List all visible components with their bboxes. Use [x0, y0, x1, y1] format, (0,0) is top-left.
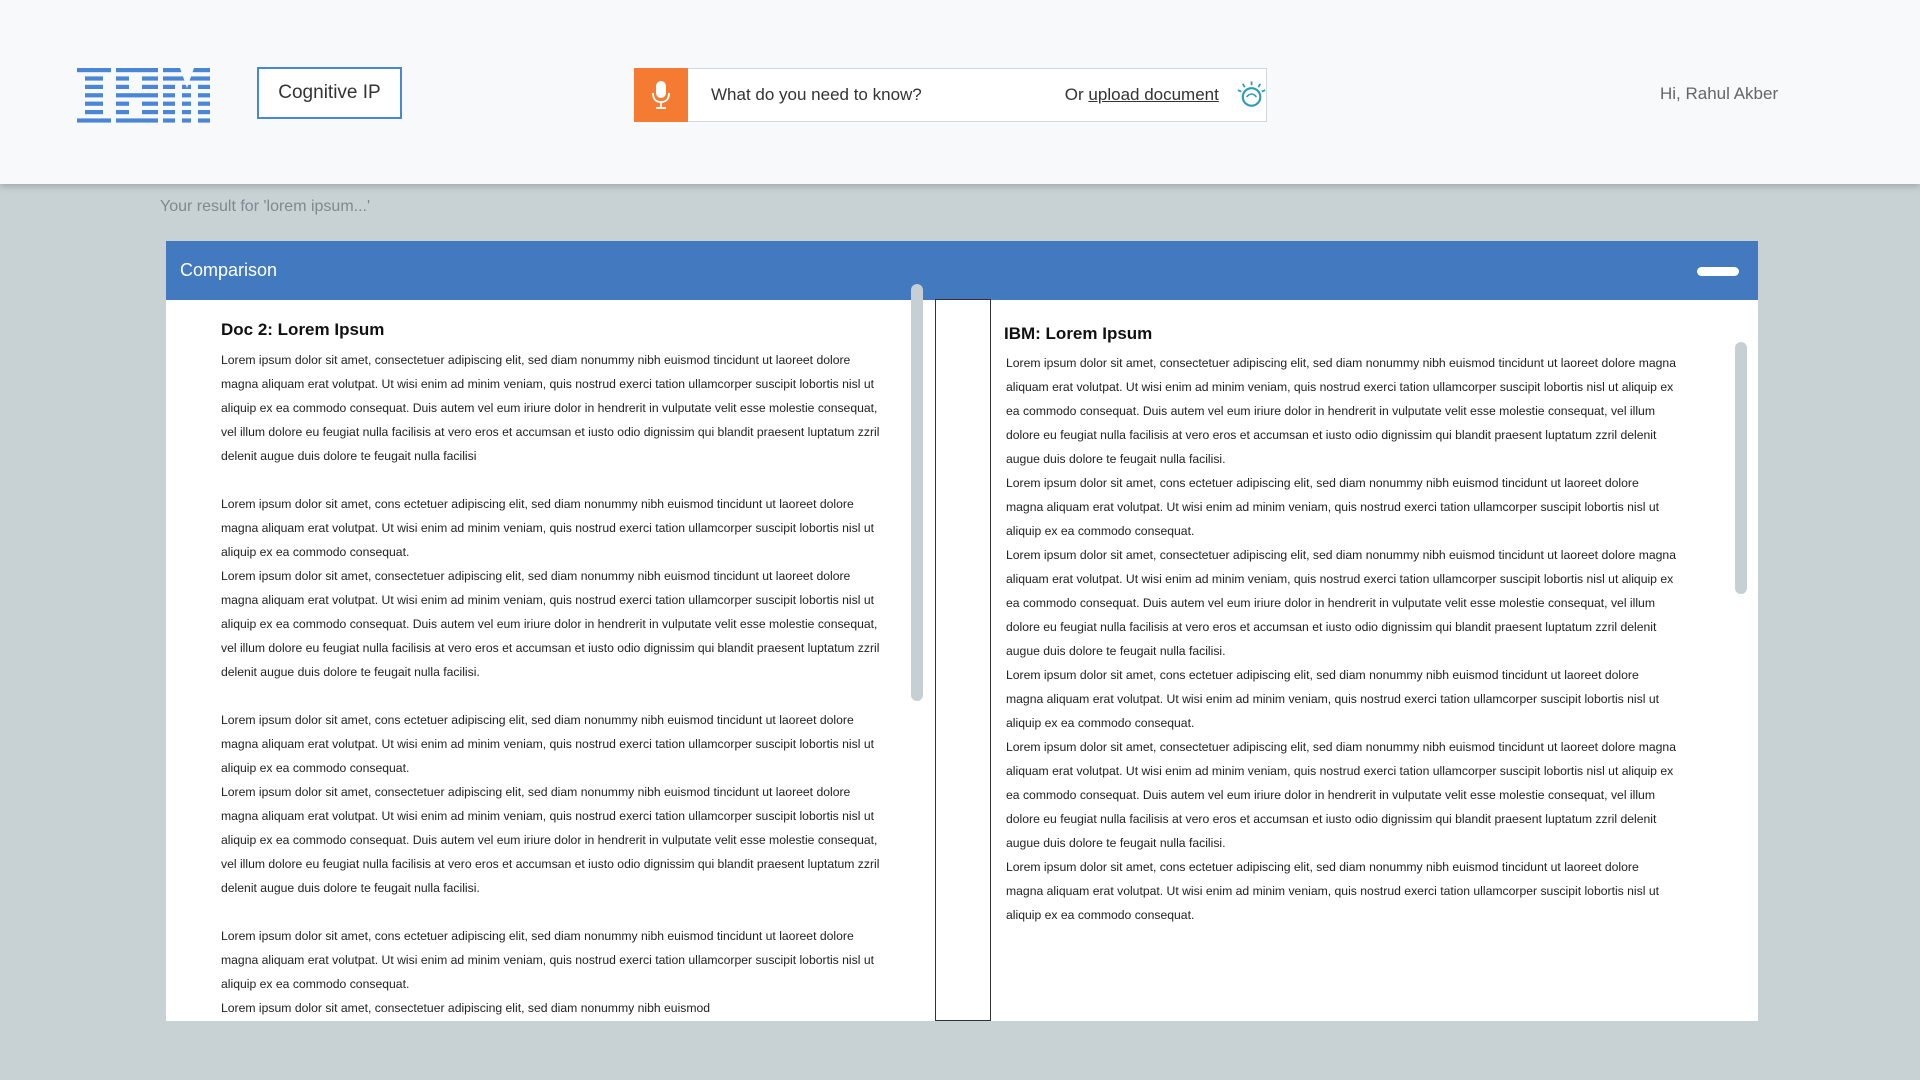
- right-scrollbar[interactable]: [1735, 342, 1747, 594]
- left-scrollbar[interactable]: [911, 284, 923, 701]
- left-doc-paragraph: Lorem ipsum dolor sit amet, consectetuer adipiscing elit, sed diam nonummy nibh euismod: [221, 1001, 711, 1015]
- center-divider[interactable]: [935, 299, 991, 1021]
- right-doc-paragraph: Lorem ipsum dolor sit amet, consectetuer adipiscing elit, sed diam nonummy nibh euismod tincidunt ut laoreet dolore magna aliquam erat volutpat. Ut wisi enim ad minim veniam, quis nostrud exerci tation ullamcorper suscipit lobortis nisl ut aliquip ex ea commodo consequat. Duis autem vel eum iriure dolor in hendrerit in vulputate velit esse molestie consequat, vel illum dolore eu feugiat nulla facilisis at vero eros et accumsan et iusto odio dignissim qui blandit praesent luptatum zzril delenit augue duis dolore te feugait nulla facilisi.: [1006, 740, 1676, 850]
- app-name-box[interactable]: [257, 67, 402, 119]
- right-doc-paragraph: Lorem ipsum dolor sit amet, consectetuer adipiscing elit, sed diam nonummy nibh euismod tincidunt ut laoreet dolore magna aliquam erat volutpat. Ut wisi enim ad minim veniam, quis nostrud exerci tation ullamcorper suscipit lobortis nisl ut aliquip ex ea commodo consequat. Duis autem vel eum iriure dolor in hendrerit in vulputate velit esse molestie consequat, vel illum dolore eu feugiat nulla facilisis at vero eros et accumsan et iusto odio dignissim qui blandit praesent luptatum zzril delenit augue duis dolore te feugait nulla facilisi.: [1006, 548, 1676, 658]
- left-doc-paragraph: Lorem ipsum dolor sit amet, consectetuer adipiscing elit, sed diam nonummy nibh euismod tincidunt ut laoreet dolore magna aliquam erat volutpat. Ut wisi enim ad minim veniam, quis nostrud exerci tation ullamcorper suscipit lobortis nisl ut aliquip ex ea commodo consequat. Duis autem vel eum iriure dolor in hendrerit in vulputate velit esse molestie consequat, vel illum dolore eu feugiat nulla facilisis at vero eros et accumsan et iusto odio dignissim qui blandit praesent luptatum zzril delenit augue duis dolore te feugait nulla facilisi: [221, 353, 880, 463]
- left-document-column: [166, 300, 936, 1021]
- left-doc-paragraph: Lorem ipsum dolor sit amet, cons ectetuer adipiscing elit, sed diam nonummy nibh euismod tincidunt ut laoreet dolore magna aliquam erat volutpat. Ut wisi enim ad minim veniam, quis nostrud exerci tation ullamcorper suscipit lobortis nisl ut aliquip ex ea commodo consequat.: [221, 497, 874, 559]
- search-bar: [634, 68, 1267, 122]
- left-doc-paragraph: Lorem ipsum dolor sit amet, cons ectetuer adipiscing elit, sed diam nonummy nibh euismod tincidunt ut laoreet dolore magna aliquam erat volutpat. Ut wisi enim ad minim veniam, quis nostrud exerci tation ullamcorper suscipit lobortis nisl ut aliquip ex ea commodo consequat.: [221, 929, 874, 991]
- right-doc-paragraph: Lorem ipsum dolor sit amet, cons ectetuer adipiscing elit, sed diam nonummy nibh euismod tincidunt ut laoreet dolore magna aliquam erat volutpat. Ut wisi enim ad minim veniam, quis nostrud exerci tation ullamcorper suscipit lobortis nisl ut aliquip ex ea commodo consequat.: [1006, 476, 1659, 538]
- result-caption: Your result for 'lorem ipsum...': [160, 198, 371, 215]
- right-doc-paragraph: Lorem ipsum dolor sit amet, cons ectetuer adipiscing elit, sed diam nonummy nibh euismod tincidunt ut laoreet dolore magna aliquam erat volutpat. Ut wisi enim ad minim veniam, quis nostrud exerci tation ullamcorper suscipit lobortis nisl ut aliquip ex ea commodo consequat.: [1006, 668, 1659, 730]
- app-name-label: Cognitive IP: [278, 82, 381, 103]
- right-doc-body: [1006, 351, 1678, 927]
- right-doc-title: IBM: Lorem Ipsum: [1004, 324, 1153, 343]
- left-doc-paragraph: Lorem ipsum dolor sit amet, cons ectetuer adipiscing elit, sed diam nonummy nibh euismod tincidunt ut laoreet dolore magna aliquam erat volutpat. Ut wisi enim ad minim veniam, quis nostrud exerci tation ullamcorper suscipit lobortis nisl ut aliquip ex ea commodo consequat.: [221, 713, 874, 775]
- top-header: [0, 0, 1920, 184]
- right-doc-paragraph: Lorem ipsum dolor sit amet, consectetuer adipiscing elit, sed diam nonummy nibh euismod tincidunt ut laoreet dolore magna aliquam erat volutpat. Ut wisi enim ad minim veniam, quis nostrud exerci tation ullamcorper suscipit lobortis nisl ut aliquip ex ea commodo consequat. Duis autem vel eum iriure dolor in hendrerit in vulputate velit esse molestie consequat, vel illum dolore eu feugiat nulla facilisis at vero eros et accumsan et iusto odio dignissim qui blandit praesent luptatum zzril delenit augue duis dolore te feugait nulla facilisi.: [1006, 356, 1676, 466]
- left-doc-paragraph: Lorem ipsum dolor sit amet, consectetuer adipiscing elit, sed diam nonummy nibh euismod tincidunt ut laoreet dolore magna aliquam erat volutpat. Ut wisi enim ad minim veniam, quis nostrud exerci tation ullamcorper suscipit lobortis nisl ut aliquip ex ea commodo consequat. Duis autem vel eum iriure dolor in hendrerit in vulputate velit esse molestie consequat, vel illum dolore eu feugiat nulla facilisis at vero eros et accumsan et iusto odio dignissim qui blandit praesent luptatum zzril delenit augue duis dolore te feugait nulla facilisi.: [221, 785, 880, 895]
- upload-prompt: [1065, 85, 1219, 105]
- user-greeting[interactable]: Hi, Rahul Akber: [1660, 84, 1779, 103]
- panel-header: [166, 241, 1758, 300]
- right-doc-paragraph: Lorem ipsum dolor sit amet, cons ectetuer adipiscing elit, sed diam nonummy nibh euismod tincidunt ut laoreet dolore magna aliquam erat volutpat. Ut wisi enim ad minim veniam, quis nostrud exerci tation ullamcorper suscipit lobortis nisl ut aliquip ex ea commodo consequat.: [1006, 860, 1659, 922]
- search-input[interactable]: [711, 85, 1042, 105]
- panel-title: Comparison: [180, 260, 278, 280]
- left-doc-paragraph: Lorem ipsum dolor sit amet, consectetuer adipiscing elit, sed diam nonummy nibh euismod tincidunt ut laoreet dolore magna aliquam erat volutpat. Ut wisi enim ad minim veniam, quis nostrud exerci tation ullamcorper suscipit lobortis nisl ut aliquip ex ea commodo consequat. Duis autem vel eum iriure dolor in hendrerit in vulputate velit esse molestie consequat, vel illum dolore eu feugiat nulla facilisis at vero eros et accumsan et iusto odio dignissim qui blandit praesent luptatum zzril delenit augue duis dolore te feugait nulla facilisi.: [221, 569, 880, 679]
- upload-document-link[interactable]: upload document: [1088, 85, 1219, 104]
- left-doc-title: Doc 2: Lorem Ipsum: [221, 320, 385, 339]
- ibm-logo[interactable]: [77, 68, 210, 123]
- comparison-panel: [166, 241, 1758, 1021]
- watson-icon[interactable]: [1235, 79, 1266, 111]
- left-doc-body: [221, 348, 881, 1020]
- microphone-icon: [651, 80, 671, 110]
- mic-button[interactable]: [634, 68, 688, 122]
- upload-prefix: Or: [1064, 85, 1084, 104]
- right-document-column: [991, 300, 1758, 1021]
- minimize-icon[interactable]: [1697, 267, 1739, 276]
